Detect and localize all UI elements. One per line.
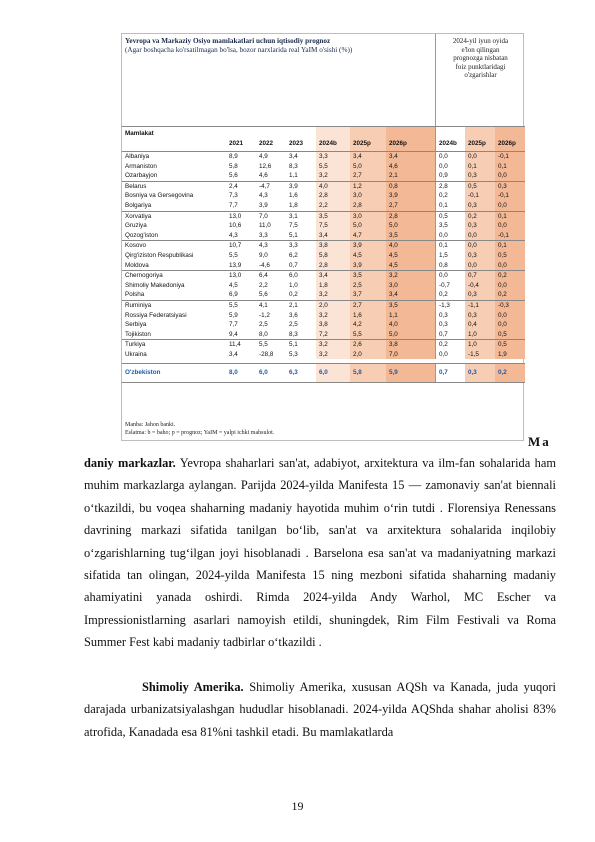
table-cell: 5,0 bbox=[386, 221, 435, 231]
table-cell: 1,8 bbox=[316, 281, 350, 291]
table-cell: 7,5 bbox=[316, 221, 350, 231]
table-cell: 0,5 bbox=[495, 330, 525, 340]
table-row bbox=[122, 191, 525, 201]
table-cell: 3,4 bbox=[386, 290, 435, 300]
table-row bbox=[122, 221, 525, 231]
table-cell: 6,4 bbox=[259, 272, 268, 280]
table-cell: 7,0 bbox=[259, 212, 268, 220]
table-cell-country: Serbiya bbox=[125, 321, 147, 329]
table-cell: -28,8 bbox=[259, 350, 274, 358]
table-cell: 0,5 bbox=[465, 182, 495, 192]
table-cell-country: Ukraina bbox=[125, 350, 147, 358]
table-row bbox=[122, 152, 525, 162]
change-header-line: o'zgarishlar bbox=[464, 71, 497, 80]
table-cell: 3,9 bbox=[350, 241, 386, 251]
table-cell: 6,9 bbox=[229, 291, 238, 299]
table-cell: 5,9 bbox=[229, 311, 238, 319]
table-cell-country: Shimoliy Makedoniya bbox=[125, 281, 185, 289]
table-cell: 8,0 bbox=[259, 330, 268, 338]
table-cell: 0,3 bbox=[465, 364, 495, 382]
change-header-line: prognozga nisbatan bbox=[453, 54, 508, 63]
table-cell: 0,1 bbox=[495, 212, 525, 222]
table-cell: 1,0 bbox=[465, 330, 495, 340]
table-cell: 10,7 bbox=[229, 242, 242, 250]
table-cell: 0,3 bbox=[435, 320, 465, 330]
table-cell: 0,2 bbox=[465, 212, 495, 222]
table-cell: 0,7 bbox=[435, 330, 465, 340]
table-cell: 5,1 bbox=[289, 231, 298, 239]
table-cell: 0,0 bbox=[465, 241, 495, 251]
paragraph-lead: daniy markazlar. bbox=[84, 456, 176, 470]
table-row bbox=[122, 339, 525, 350]
table-cell-country: Ruminiya bbox=[125, 301, 152, 309]
table-cell-country: Polsha bbox=[125, 291, 145, 299]
table-cell: 12,6 bbox=[259, 162, 272, 170]
table-cell: 3,2 bbox=[316, 340, 350, 350]
table-cell: 6,3 bbox=[289, 369, 298, 377]
table-cell: 3,9 bbox=[289, 182, 298, 190]
table-cell: 4,5 bbox=[386, 251, 435, 261]
table-cell: 0,3 bbox=[465, 201, 495, 211]
table-cell: 2024b bbox=[316, 127, 350, 151]
table-cell-country: Moldova bbox=[125, 261, 149, 269]
table-cell: 2025p bbox=[350, 127, 386, 151]
table-cell-country: Bolgariya bbox=[125, 201, 152, 209]
table-cell: 6,0 bbox=[259, 369, 268, 377]
table-cell: 2,1 bbox=[289, 301, 298, 309]
table-cell: 3,4 bbox=[229, 350, 238, 358]
table-cell: 5,6 bbox=[229, 172, 238, 180]
table-cell: 0,8 bbox=[435, 261, 465, 271]
table-cell: -0,1 bbox=[495, 152, 525, 162]
table-cell: 0,7 bbox=[289, 261, 298, 269]
table-cell-country: Chernogoriya bbox=[125, 272, 163, 280]
table-cell: 0,1 bbox=[435, 241, 465, 251]
table-row bbox=[122, 290, 525, 300]
figure-title: Yevropa va Markaziy Osiyo mamlakatlari uchun iqtisodiy prognoz bbox=[125, 37, 331, 45]
table-cell: 4,0 bbox=[316, 182, 350, 192]
figure-notes bbox=[125, 422, 274, 437]
table-row bbox=[122, 350, 525, 360]
table-cell: 2023 bbox=[289, 140, 304, 147]
paragraph-lead: Shimoliy Amerika. bbox=[142, 680, 244, 694]
paragraph-body: Shimoliy Amerika, xususan AQSh va Kanada, juda yuqori darajada urbanizatsiyalashgan hududlar hisoblanadi. 2024-yilda AQShda shahar aholisi 83% atrofida, Kanadada esa 81%ni tashkil etadi. Bu mamlakatlarda bbox=[84, 680, 556, 739]
table-cell: 0,2 bbox=[289, 291, 298, 299]
table-cell: 2,8 bbox=[316, 261, 350, 271]
table-cell: 2,5 bbox=[350, 281, 386, 291]
table-cell: 0,3 bbox=[465, 221, 495, 231]
table-cell: 4,3 bbox=[259, 242, 268, 250]
table-cell: 1,2 bbox=[350, 182, 386, 192]
table-cell: 0,0 bbox=[495, 261, 525, 271]
table-cell: 0,0 bbox=[465, 231, 495, 241]
table-cell: 0,4 bbox=[465, 320, 495, 330]
table-cell: -0,1 bbox=[465, 191, 495, 201]
table-cell: 3,3 bbox=[316, 152, 350, 162]
table-cell-country: Gruziya bbox=[125, 222, 147, 230]
forecast-table bbox=[122, 126, 525, 383]
table-cell: 2,8 bbox=[435, 182, 465, 192]
table-cell: 5,6 bbox=[259, 291, 268, 299]
table-cell: 3,5 bbox=[386, 301, 435, 311]
table-cell: 4,2 bbox=[350, 320, 386, 330]
table-cell: 0,0 bbox=[495, 221, 525, 231]
table-cell: 4,0 bbox=[386, 320, 435, 330]
table-cell: 3,2 bbox=[316, 290, 350, 300]
table-cell: -1,5 bbox=[465, 350, 495, 360]
table-cell: 5,5 bbox=[229, 301, 238, 309]
table-cell: 0,0 bbox=[495, 320, 525, 330]
table-cell: 4,0 bbox=[386, 241, 435, 251]
table-cell: 0,0 bbox=[495, 201, 525, 211]
table-cell: 0,0 bbox=[495, 281, 525, 291]
table-cell: 3,2 bbox=[386, 271, 435, 281]
table-cell-country: Ozarbayjon bbox=[125, 172, 158, 180]
table-cell: 0,0 bbox=[465, 152, 495, 162]
table-cell: 8,0 bbox=[229, 369, 238, 377]
table-cell: 5,8 bbox=[229, 162, 238, 170]
table-cell-country: Albaniya bbox=[125, 153, 150, 160]
table-row bbox=[122, 240, 525, 251]
table-row bbox=[122, 251, 525, 261]
table-cell: 4,9 bbox=[259, 153, 268, 160]
table-cell: -4,6 bbox=[259, 261, 270, 269]
table-cell: 3,0 bbox=[350, 191, 386, 201]
table-cell: 7,0 bbox=[386, 350, 435, 360]
table-cell: 3,4 bbox=[350, 152, 386, 162]
table-cell: 2,2 bbox=[259, 281, 268, 289]
table-row bbox=[122, 311, 525, 321]
table-cell: 4,5 bbox=[229, 281, 238, 289]
table-cell: -0,3 bbox=[495, 301, 525, 311]
paragraph-north-america bbox=[84, 676, 556, 743]
paragraph-body: Yevropa shaharlari san'at, adabiyot, arxitektura va ilm-fan sohalarida ham muhim markazlarga aylangan. Parijda 2024-yilda Manifesta 15 — zamonaviy san'at biennali o‘tkazildi, bu voqea shaharning madaniy hayotida muhim o‘rin tutdi . Florensiya Renessans davrining markazi sifatida tanilgan bo‘lib, san'at va arxitektura sohalarida inqilobiy o‘zgarishlarning tug‘ilgan joyi hisoblanadi . Barselona esa san'at va madaniyatning markazi sifatida tan olingan, 2024-yilda Manifesta 15 ning mezboni sifatida shaharning madaniy ahamiyatini yanada oshirdi. Rimda 2024-yilda Andy Warhol, MC Escher va Impressionistlarning asarlari namoyish etildi, shuningdek, Rim Film Festivali va Roma Summer Fest kabi madaniy tadbirlar o‘tkazildi . bbox=[84, 456, 556, 650]
page-number: 19 bbox=[291, 799, 304, 813]
table-cell: 3,0 bbox=[350, 212, 386, 222]
table-cell: 2,7 bbox=[350, 301, 386, 311]
table-cell: -0,4 bbox=[465, 281, 495, 291]
table-cell: 1,8 bbox=[289, 201, 298, 209]
table-header-row bbox=[122, 126, 525, 152]
table-cell: 5,5 bbox=[316, 162, 350, 172]
table-cell: 7,7 bbox=[229, 201, 238, 209]
table-cell: 0,5 bbox=[495, 251, 525, 261]
table-cell: 1,5 bbox=[435, 251, 465, 261]
table-cell: 0,1 bbox=[495, 241, 525, 251]
table-cell: 7,5 bbox=[289, 222, 298, 230]
table-cell: 3,9 bbox=[350, 261, 386, 271]
table-cell: 3,1 bbox=[289, 212, 298, 220]
table-cell: 0,0 bbox=[495, 171, 525, 181]
table-cell: 13,9 bbox=[229, 261, 242, 269]
table-cell: 0,5 bbox=[435, 212, 465, 222]
table-cell: 0,0 bbox=[435, 152, 465, 162]
table-cell: 2,8 bbox=[350, 201, 386, 211]
table-cell: 5,0 bbox=[350, 221, 386, 231]
table-cell: 3,5 bbox=[435, 221, 465, 231]
table-cell: 8,9 bbox=[229, 153, 238, 160]
table-cell: -1,1 bbox=[465, 301, 495, 311]
table-row bbox=[122, 211, 525, 222]
table-cell: 7,2 bbox=[316, 330, 350, 340]
table-cell: 5,0 bbox=[386, 330, 435, 340]
table-cell: 5,5 bbox=[350, 330, 386, 340]
table-cell: 6,0 bbox=[316, 364, 350, 382]
table-cell: 0,7 bbox=[465, 271, 495, 281]
table-cell: 2025p bbox=[465, 127, 495, 151]
table-cell-country: Kosovo bbox=[125, 242, 147, 250]
table-cell: 9,0 bbox=[259, 251, 268, 259]
table-cell: -0,1 bbox=[495, 231, 525, 241]
table-cell: 3,9 bbox=[386, 191, 435, 201]
table-cell: 7,7 bbox=[229, 321, 238, 329]
table-cell: 0,3 bbox=[465, 171, 495, 181]
table-cell: 8,3 bbox=[289, 330, 298, 338]
table-cell: 0,9 bbox=[435, 171, 465, 181]
table-cell: 3,7 bbox=[350, 290, 386, 300]
table-cell: 6,2 bbox=[289, 251, 298, 259]
table-cell: 5,9 bbox=[386, 364, 435, 382]
table-cell: 3,4 bbox=[289, 153, 298, 160]
paragraph-cultural-centers bbox=[84, 452, 556, 654]
table-cell: 0,0 bbox=[435, 350, 465, 360]
table-cell: -4,7 bbox=[259, 182, 270, 190]
table-cell: 3,2 bbox=[316, 171, 350, 181]
table-cell: 0,2 bbox=[435, 290, 465, 300]
table-cell: 2,8 bbox=[386, 212, 435, 222]
table-cell: 2,8 bbox=[316, 191, 350, 201]
table-cell: 0,3 bbox=[465, 290, 495, 300]
table-cell-country: Qirg'iziston Respublikasi bbox=[125, 251, 194, 259]
table-cell: 3,2 bbox=[316, 350, 350, 360]
table-cell: 3,3 bbox=[259, 231, 268, 239]
table-cell: 13,0 bbox=[229, 272, 242, 280]
table-cell: 5,5 bbox=[259, 341, 268, 349]
table-cell: 2,0 bbox=[316, 301, 350, 311]
table-cell: 2,6 bbox=[350, 340, 386, 350]
table-cell: 11,0 bbox=[259, 222, 271, 230]
table-cell: 11,4 bbox=[229, 341, 241, 349]
table-cell: 1,1 bbox=[386, 311, 435, 321]
table-row bbox=[122, 270, 525, 281]
change-header bbox=[435, 34, 525, 126]
table-cell: 0,1 bbox=[435, 201, 465, 211]
table-row bbox=[122, 330, 525, 340]
table-row bbox=[122, 181, 525, 192]
table-cell: -0,1 bbox=[495, 191, 525, 201]
table-row bbox=[122, 201, 525, 211]
table-cell: 5,5 bbox=[229, 251, 238, 259]
table-cell: 3,5 bbox=[350, 271, 386, 281]
table-cell: 2026p bbox=[495, 127, 525, 151]
table-cell: 2,0 bbox=[350, 350, 386, 360]
table-cell: 1,0 bbox=[465, 340, 495, 350]
table-cell: 7,3 bbox=[229, 192, 238, 200]
table-cell: 0,0 bbox=[435, 271, 465, 281]
table-cell: 1,0 bbox=[289, 281, 298, 289]
table-cell: 0,3 bbox=[495, 182, 525, 192]
change-header-line: foiz punktlaridagi bbox=[455, 62, 506, 71]
table-cell: 1,6 bbox=[350, 311, 386, 321]
table-cell: 0,0 bbox=[495, 311, 525, 321]
table-cell: 2,5 bbox=[289, 321, 298, 329]
table-cell: 13,0 bbox=[229, 212, 242, 220]
table-cell: 5,1 bbox=[289, 341, 298, 349]
table-cell: 4,3 bbox=[229, 231, 238, 239]
table-cell: 1,1 bbox=[289, 172, 298, 180]
table-cell: 4,1 bbox=[259, 301, 268, 309]
table-cell-country: Turkiya bbox=[125, 341, 146, 349]
table-cell: 0,3 bbox=[465, 251, 495, 261]
table-cell-country: Qozog'iston bbox=[125, 231, 159, 239]
table-cell: 0,7 bbox=[435, 364, 465, 382]
table-cell: 2,2 bbox=[316, 201, 350, 211]
table-cell: 4,5 bbox=[350, 251, 386, 261]
table-cell: 5,8 bbox=[350, 364, 386, 382]
table-cell-country: Tojikiston bbox=[125, 330, 151, 338]
table-cell: 2021 bbox=[229, 140, 244, 147]
table-cell: 2,4 bbox=[229, 182, 238, 190]
table-cell: 3,9 bbox=[259, 201, 268, 209]
table-cell: -0,7 bbox=[435, 281, 465, 291]
table-cell: 0,2 bbox=[435, 340, 465, 350]
table-cell: 3,5 bbox=[316, 212, 350, 222]
table-row bbox=[122, 171, 525, 181]
table-cell-country: Rossiya Federatsiyasi bbox=[125, 311, 187, 319]
table-cell: 1,6 bbox=[289, 192, 298, 200]
table-cell: 9,4 bbox=[229, 330, 238, 338]
table-cell: 8,3 bbox=[289, 162, 298, 170]
table-cell: -1,2 bbox=[259, 311, 270, 319]
table-cell: 2,5 bbox=[259, 321, 268, 329]
table-cell: 10,6 bbox=[229, 222, 242, 230]
table-cell: 2,1 bbox=[386, 171, 435, 181]
table-cell-country: Bosniya va Gersegovina bbox=[125, 192, 194, 200]
table-cell: 3,2 bbox=[316, 311, 350, 321]
figure-source: Manba: Jahon banki. bbox=[125, 422, 176, 428]
table-cell: 4,6 bbox=[259, 172, 268, 180]
table-cell-country: Armaniston bbox=[125, 162, 157, 170]
table-cell: 3,6 bbox=[289, 311, 298, 319]
forecast-table-figure bbox=[121, 33, 524, 441]
table-cell: 0,0 bbox=[435, 231, 465, 241]
table-cell: 0,2 bbox=[495, 271, 525, 281]
table-cell: 0,2 bbox=[495, 290, 525, 300]
table-cell: 0,3 bbox=[435, 311, 465, 321]
table-cell: 0,1 bbox=[465, 162, 495, 172]
table-cell: 5,3 bbox=[289, 350, 298, 358]
table-row bbox=[122, 261, 525, 271]
table-cell-country: Belarus bbox=[125, 182, 147, 190]
table-row bbox=[122, 231, 525, 241]
table-row bbox=[122, 320, 525, 330]
table-cell: 2024b bbox=[435, 127, 465, 151]
table-cell: 0,1 bbox=[495, 162, 525, 172]
table-cell-country: Mamlakat bbox=[125, 130, 154, 137]
change-header-line: e'lon qilingan bbox=[461, 45, 500, 54]
table-cell: 3,5 bbox=[386, 231, 435, 241]
table-cell: 5,0 bbox=[350, 162, 386, 172]
table-cell: 3,8 bbox=[316, 241, 350, 251]
table-cell-country: Xorvatiya bbox=[125, 212, 152, 220]
heading-fragment: Ma bbox=[528, 434, 551, 449]
table-cell: 0,2 bbox=[435, 191, 465, 201]
table-row bbox=[122, 281, 525, 291]
table-cell: 4,5 bbox=[386, 261, 435, 271]
table-cell: 0,0 bbox=[465, 261, 495, 271]
table-cell: 0,5 bbox=[495, 340, 525, 350]
table-cell: 3,3 bbox=[289, 242, 298, 250]
table-cell-country: O'zbekiston bbox=[125, 369, 161, 377]
table-cell: 3,4 bbox=[316, 231, 350, 241]
table-cell: 0,0 bbox=[435, 162, 465, 172]
table-row bbox=[122, 300, 525, 311]
change-header-line: 2024-yil iyun oyida bbox=[452, 37, 509, 45]
table-cell: 2022 bbox=[259, 140, 274, 147]
table-cell: 5,8 bbox=[316, 251, 350, 261]
table-cell: 4,6 bbox=[386, 162, 435, 172]
table-cell: -1,3 bbox=[435, 301, 465, 311]
table-row bbox=[122, 363, 525, 383]
figure-title-block bbox=[125, 37, 430, 55]
table-cell: 2026p bbox=[386, 127, 435, 151]
table-cell: 2,7 bbox=[350, 171, 386, 181]
table-cell: 4,7 bbox=[350, 231, 386, 241]
table-cell: 3,8 bbox=[386, 340, 435, 350]
table-cell: 4,3 bbox=[259, 192, 268, 200]
table-cell: 0,2 bbox=[495, 364, 525, 382]
table-cell: 3,8 bbox=[316, 320, 350, 330]
table-cell: 0,8 bbox=[386, 182, 435, 192]
table-cell: 0,3 bbox=[465, 311, 495, 321]
table-cell: 3,4 bbox=[386, 152, 435, 162]
table-cell: 3,0 bbox=[386, 281, 435, 291]
figure-note: Eslatma: b = baho; p = prognoz; YaIM = yalpi ichki mahsulot. bbox=[125, 429, 275, 436]
table-cell: 2,7 bbox=[386, 201, 435, 211]
figure-subtitle: (Agar boshqacha ko'rsatilmagan bo'lsa, bozor narxlarida real YaIM o'sishi (%)) bbox=[125, 46, 353, 54]
table-row bbox=[122, 162, 525, 172]
table-cell: 3,4 bbox=[316, 271, 350, 281]
table-cell: 1,9 bbox=[495, 350, 525, 360]
table-cell: 6,0 bbox=[289, 272, 298, 280]
